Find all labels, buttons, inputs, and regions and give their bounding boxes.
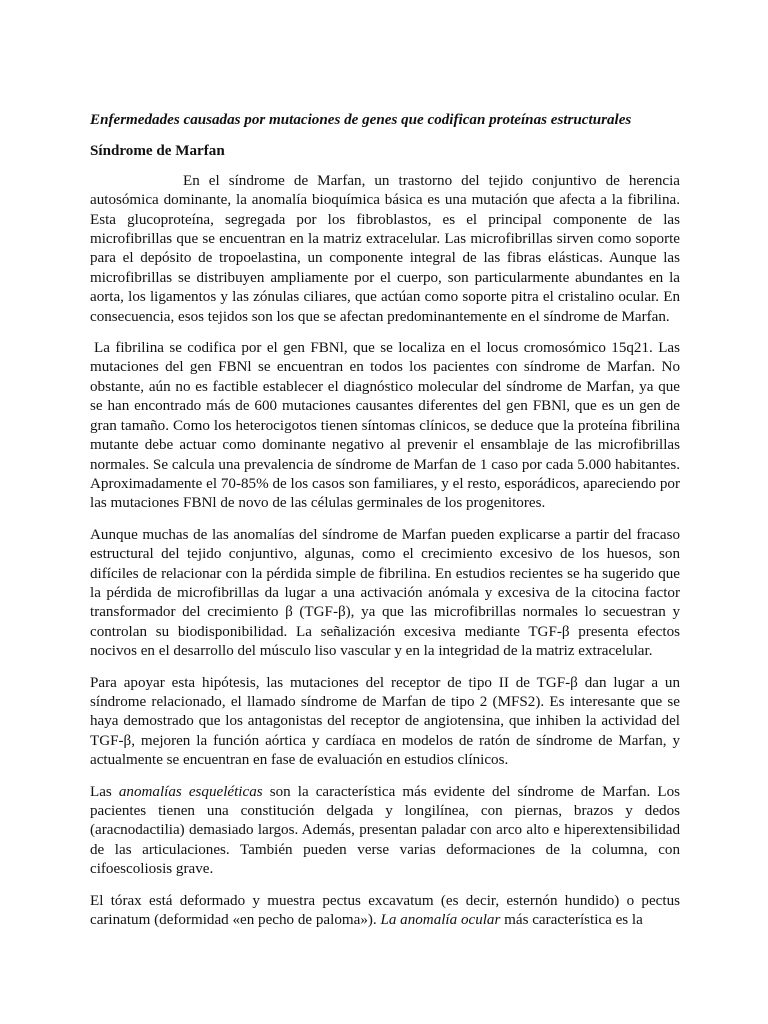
paragraph-3: Aunque muchas de las anomalías del síndrome de Marfan pueden explicarse a partir del fracaso estructural del tejido conjuntivo, algunas, como el crecimiento excesivo de los huesos, son difíciles de relacionar con la pérdida simple de fibrilina. En estudios recientes se ha sugerido que la pérdida de microfibrillas da lugar a una activación anómala y excesiva de la citocina factor transformador del crecimiento β (TGF-β), ya que las microfibrillas normales lo secuestran y controlan su biodisponibilidad. La señalización excesiva mediante TGF-β presenta efectos nocivos en el desarrollo del músculo liso vascular y en la integridad de la matriz extracelular. bbox=[90, 526, 680, 660]
paragraph-1: En el síndrome de Marfan, un trastorno del tejido conjuntivo de herencia autosómica dominante, la anomalía bioquímica básica es una mutación que afecta a la fibrilina. Esta glucoproteína, segregada por los fibroblastos, es el principal componente de las microfibrillas que se encuentran en la matriz extracelular. Las microfibrillas sirven como soporte para el depósito de tropoelastina, un componente integral de las fibras elásticas. Aunque las microfibrillas se distribuyen ampliamente por el cuerpo, son particularmente abundantes en la aorta, los ligamentos y las zónulas ciliares, que actúan como soporte pitra el cristalino ocular. En consecuencia, esos tejidos son los que se afectan predominantemente en el síndrome de Marfan. bbox=[90, 172, 680, 325]
paragraph-6 bbox=[90, 892, 680, 931]
paragraph-6-start: El tórax está deformado y muestra pectus excavatum (es decir, esternón hundido) o pectus carinatum (deformidad «en pecho de paloma»). bbox=[90, 892, 680, 929]
section-heading: Síndrome de Marfan bbox=[90, 143, 225, 160]
paragraph-2: La fibrilina se codifica por el gen FBNl, que se localiza en el locus cromosómico 15q21. Las mutaciones del gen FBNl se encuentran en todos los pacientes con síndrome de Marfan. No obstante, aún no es factible establecer el diagnóstico molecular del síndrome de Marfan, ya que se han encontrado más de 600 mutaciones causantes diferentes del gen FBNl, que es un gen de gran tamaño. Como los heterocigotos tienen síntomas clínicos, se deduce que la proteína fibrilina mutante debe actuar como dominante negativo al prevenir el ensamblaje de las microfibrillas normales. Se calcula una prevalencia de síndrome de Marfan de 1 caso por cada 5.000 habitantes. Aproximadamente el 70-85% de los casos son familiares, y el resto, esporádicos, apareciendo por las mutaciones FBNl de novo de las células germinales de los progenitores. bbox=[90, 340, 680, 512]
paragraph-5-start: Las bbox=[90, 783, 119, 800]
document-body bbox=[90, 111, 680, 942]
paragraph-5-emphasis: anomalías esqueléticas bbox=[118, 783, 263, 800]
paragraph-6-emphasis: La anomalía ocular bbox=[380, 912, 501, 929]
paragraph-6-rest: más característica es la bbox=[500, 912, 643, 929]
paragraph-4: Para apoyar esta hipótesis, las mutaciones del receptor de tipo II de TGF-β dan lugar a un síndrome relacionado, el llamado síndrome de Marfan de tipo 2 (MFS2). Es interesante que se haya demostrado que los antagonistas del receptor de angiotensina, que inhiben la actividad del TGF-β, mejoren la función aórtica y cardíaca en modelos de ratón de síndrome de Marfan, y actualmente se encuentran en fase de evaluación en estudios clínicos. bbox=[90, 674, 680, 769]
paragraph-5 bbox=[90, 783, 680, 880]
paragraph-5-rest: son la característica más evidente del síndrome de Marfan. Los pacientes tienen una constitución delgada y longilínea, con piernas, brazos y dedos (aracnodactilia) demasiado largos. Además, presentan paladar con arco alto e hiperextensibilidad de las articulaciones. También pueden verse varias deformaciones de la columna, con cifoescoliosis grave. bbox=[90, 783, 680, 878]
document-title: Enfermedades causadas por mutaciones de genes que codifican proteínas estructurales bbox=[90, 112, 632, 128]
